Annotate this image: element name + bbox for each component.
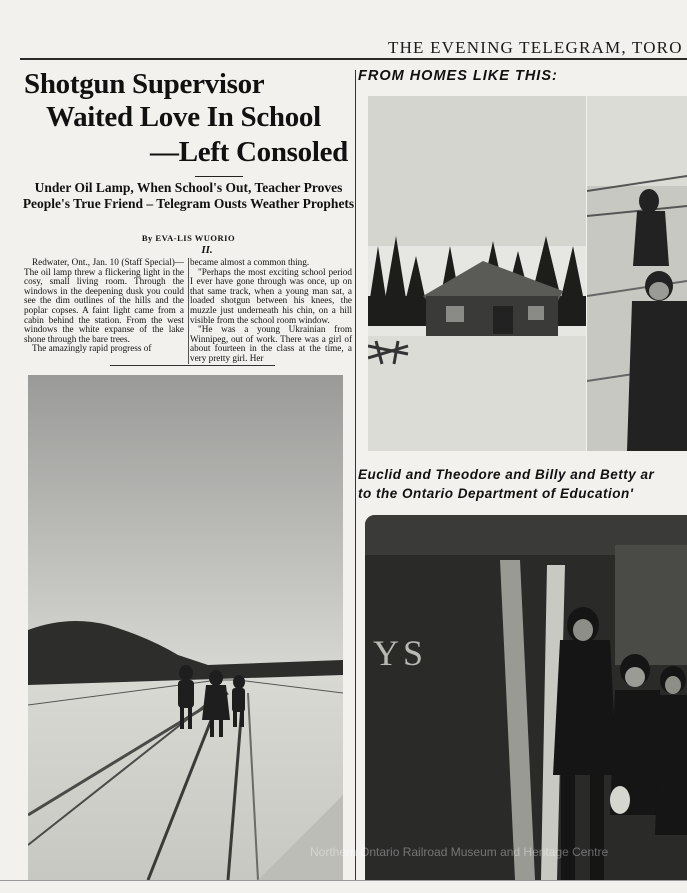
article-paragraph: Redwater, Ont., Jan. 10 (Staff Special)—The oil lamp threw a flickering light in the cosy, small living room. Through the windows in the deepening dusk you could see the dim outlines of the hills and the poplar copses. A faint light came from a cabin behind the station. From the west windows the white expanse of the lake shone through the bare trees. bbox=[24, 257, 184, 344]
article-end-ornament bbox=[110, 365, 275, 366]
page-bottom-edge bbox=[0, 880, 687, 881]
photo-children-skis-image bbox=[365, 515, 687, 880]
column-rule bbox=[355, 70, 356, 880]
photo-cabin bbox=[368, 96, 586, 451]
photo-caption-top: FROM HOMES LIKE THIS: bbox=[358, 68, 558, 84]
headline-line-2: Waited Love In School bbox=[46, 101, 321, 133]
photo-railway-track-image bbox=[28, 375, 343, 880]
subheadline: Under Oil Lamp, When School's Out, Teacher Proves People's True Friend – Telegram Ousts Weather Prophets bbox=[22, 180, 355, 211]
photo-cabin-image bbox=[368, 96, 586, 451]
article-column-2 bbox=[190, 258, 352, 364]
headline-line-3: —Left Consoled bbox=[150, 136, 348, 168]
photo-railway-track bbox=[28, 375, 343, 880]
article-paragraph: became almost a common thing. bbox=[190, 257, 310, 267]
article-paragraph: "Perhaps the most exciting school period I ever have gone through was once, up on that same track, when a young man sat, a loaded shotgun between his knees, the muzzle just underneath his chin, on a hill visible from the school room window. bbox=[190, 266, 352, 325]
photo-children-snow bbox=[587, 96, 687, 451]
masthead: THE EVENING TELEGRAM, TORO bbox=[388, 38, 683, 57]
headline-line-1: Shotgun Supervisor bbox=[24, 68, 265, 100]
archive-watermark: Northern Ontario Railroad Museum and Heritage Centre bbox=[310, 845, 609, 859]
masthead-rule bbox=[20, 58, 687, 60]
article-paragraph: "He was a young Ukrainian from Winnipeg, out of work. There was a girl of about fourteen in the class at the time, a very pretty girl. Her bbox=[190, 324, 352, 363]
article-paragraph: The amazingly rapid progress of bbox=[32, 343, 152, 354]
article-column-1 bbox=[24, 258, 184, 354]
photo-children-snow-image bbox=[587, 96, 687, 451]
caption-line-1: Euclid and Theodore and Billy and Betty ar bbox=[358, 467, 655, 482]
photo-caption-bottom bbox=[358, 465, 687, 503]
part-number: II. bbox=[201, 244, 213, 256]
headline-divider bbox=[195, 176, 243, 177]
rail-car-lettering: YS bbox=[373, 633, 428, 673]
caption-line-2: to the Ontario Department of Education' bbox=[358, 486, 634, 501]
column-divider bbox=[188, 258, 189, 364]
byline: By EVA-LIS WUORIO bbox=[141, 233, 236, 243]
photo-children-skis bbox=[365, 515, 687, 880]
